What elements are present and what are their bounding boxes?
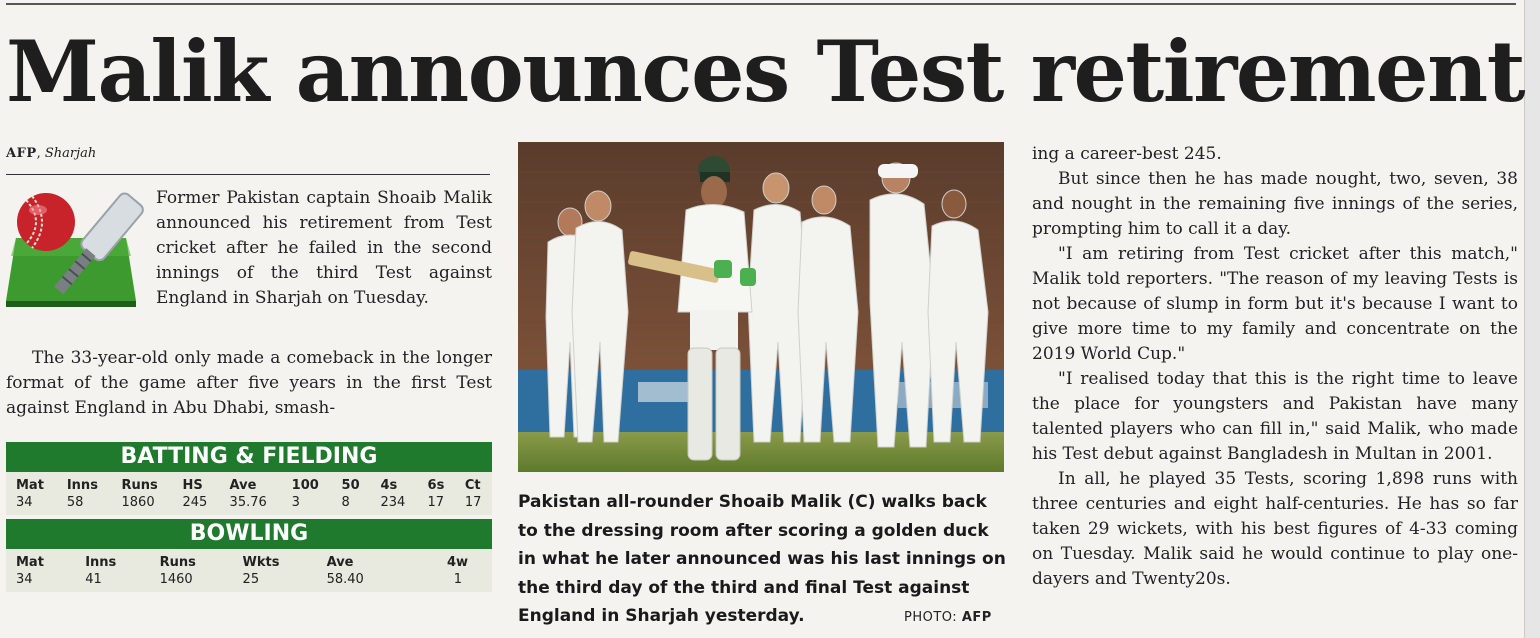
comeback-paragraph: The 33-year-old only made a comeback in the longer format of the game after five years in the first Test against England in Abu Dhabi, smash- bbox=[6, 348, 492, 418]
bowling-header: Ave bbox=[326, 555, 354, 570]
batting-value: 17 bbox=[427, 495, 445, 510]
batting-title: BATTING & FIELDING bbox=[6, 442, 492, 472]
bowling-value: 34 bbox=[16, 572, 33, 587]
column3-paragraph: In all, he played 35 Tests, scoring 1,898 runs with three centuries and eight half-centuries. He has so far taken 29 wickets, with his best figures of 4-33 coming on Tuesday. Malik said he would continue to play one-dayers and Twenty20s. bbox=[1032, 469, 1518, 589]
batting-value: 17 bbox=[464, 495, 482, 510]
bowling-value: 41 bbox=[85, 572, 102, 587]
bowling-value: 1 bbox=[453, 572, 462, 587]
batting-value: 35.76 bbox=[229, 495, 267, 510]
match-photo bbox=[518, 142, 1004, 472]
top-rule bbox=[6, 3, 1516, 5]
byline-agency: AFP bbox=[6, 146, 37, 161]
column3-paragraph: ing a career-best 245. bbox=[1032, 144, 1222, 164]
cricket-icon bbox=[6, 186, 150, 318]
photo-caption: Pakistan all-rounder Shoaib Malik (C) walks back to the dressing room after scoring a golden duck in what he later announced was his last innings on the third day of the third and final Test against England in Sharjah yesterday. bbox=[518, 492, 1006, 627]
photo-credit bbox=[904, 610, 992, 625]
intro-paragraph: Former Pakistan captain Shoaib Malik announced his retirement from Test cricket after he failed in the second innings of the third Test against England in Sharjah on Tuesday. bbox=[156, 188, 492, 308]
byline-rule bbox=[6, 174, 490, 175]
batting-header: Ct bbox=[464, 478, 481, 493]
batting-header: 100 bbox=[291, 478, 319, 493]
bowling-header: 4w bbox=[446, 555, 468, 570]
bowling-title: BOWLING bbox=[6, 519, 492, 549]
batting-header: 6s bbox=[427, 478, 445, 493]
bowling-header: Inns bbox=[85, 555, 117, 570]
batting-value: 8 bbox=[341, 495, 350, 510]
bowling-table bbox=[6, 549, 492, 592]
bowling-header: Wkts bbox=[242, 555, 280, 570]
column3-paragraph: "I am retiring from Test cricket after this match," Malik told reporters. "The reason of my leaving Tests is not because of slump in form but it's because I want to give more time to my family and concentrate on the 2019 World Cup." bbox=[1032, 244, 1518, 364]
byline: AFP, Sharjah bbox=[6, 146, 97, 161]
batting-header: Runs bbox=[121, 478, 158, 493]
batting-header: 4s bbox=[380, 478, 398, 493]
batting-header: 50 bbox=[341, 478, 360, 493]
bowling-value: 1460 bbox=[159, 572, 193, 587]
column-three bbox=[1032, 142, 1518, 592]
batting-value: 245 bbox=[182, 495, 208, 510]
bowling-header: Runs bbox=[159, 555, 196, 570]
batting-value: 234 bbox=[380, 495, 406, 510]
column3-paragraph: But since then he has made nought, two, seven, 38 and nought in the remaining five innings of the series, prompting him to call it a day. bbox=[1032, 169, 1518, 239]
batting-table bbox=[6, 472, 492, 515]
photo-credit-prefix: PHOTO: bbox=[904, 610, 962, 625]
stats-box bbox=[6, 442, 492, 638]
batting-value: 1860 bbox=[121, 495, 155, 510]
column3-paragraph: "I realised today that this is the right time to leave the place for youngsters and Pakistan have many talented players who can fill in," said Malik, who made his Test debut against Bangladesh in Multan in 2001. bbox=[1032, 369, 1518, 464]
photo-credit-agency: AFP bbox=[961, 610, 992, 625]
bowling-header: Mat bbox=[16, 555, 44, 570]
batting-value: 34 bbox=[16, 495, 33, 510]
batting-value: 58 bbox=[66, 495, 84, 510]
batting-header: Ave bbox=[229, 478, 257, 493]
batting-header: Mat bbox=[16, 478, 44, 493]
bowling-value: 25 bbox=[242, 572, 260, 587]
byline-location: Sharjah bbox=[44, 146, 97, 161]
bowling-value: 58.40 bbox=[326, 572, 364, 587]
headline: Malik announces Test retirement bbox=[6, 22, 1524, 121]
page-edge bbox=[1524, 0, 1540, 638]
batting-header: HS bbox=[182, 478, 203, 493]
batting-header: Inns bbox=[66, 478, 98, 493]
batting-value: 3 bbox=[291, 495, 300, 510]
